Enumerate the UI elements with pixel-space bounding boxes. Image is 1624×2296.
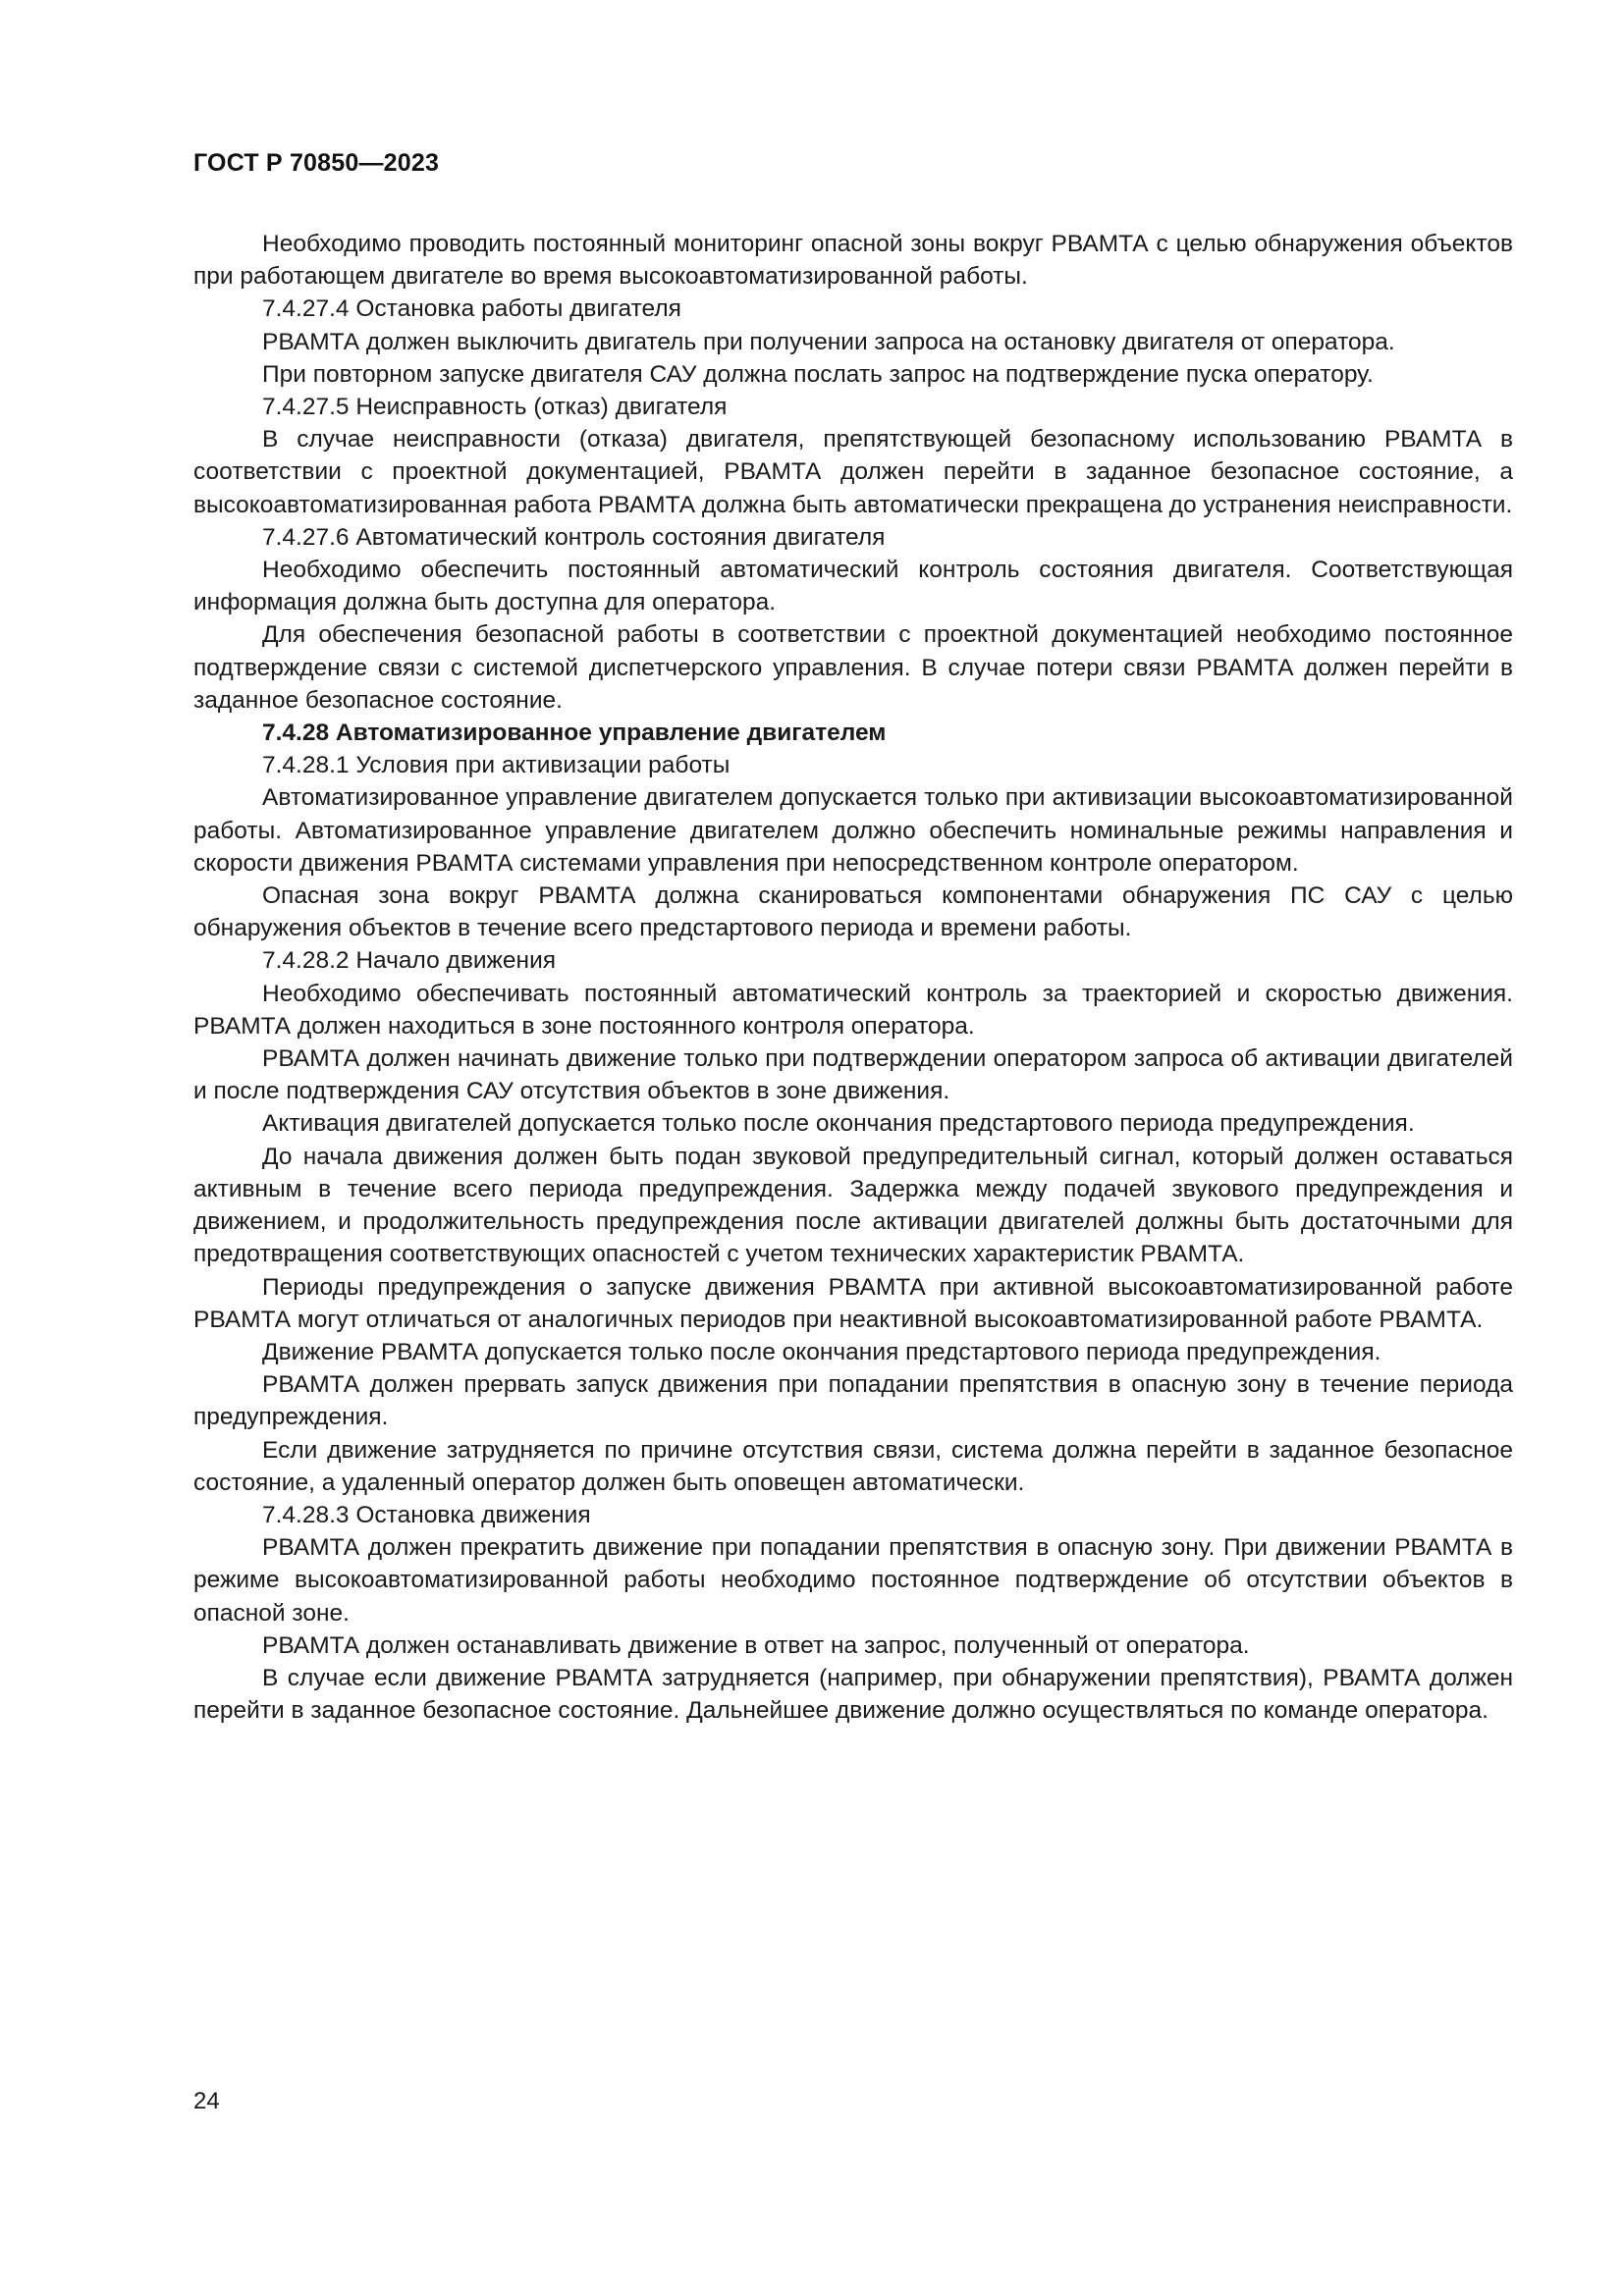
paragraph: РВАМТА должен прервать запуск движения при попадании препятствия в опасную зону в течение периода предупреждения.: [193, 1371, 1513, 1431]
paragraph: Необходимо обеспечить постоянный автоматический контроль состояния двигателя. Соответствующая информация должна быть доступна для оператора.: [193, 557, 1513, 616]
paragraph: Периоды предупреждения о запуске движения РВАМТА при активной высокоавтоматизированной работе РВАМТА могут отличаться от аналогичных периодов при неактивной высокоавтоматизированной работе РВАМТА.: [193, 1273, 1513, 1333]
paragraph: Если движение затрудняется по причине отсутствия связи, система должна перейти в заданное безопасное состояние, а удаленный оператор должен быть оповещен автоматически.: [193, 1436, 1513, 1496]
document-body: [193, 228, 1513, 1727]
paragraph: Автоматизированное управление двигателем допускается только при активизации высокоавтоматизированной работы. Автоматизированное управление двигателем должно обеспечить номинальные режимы направления и скорости движения РВАМТА системами управления при непосредственном контроле оператором.: [193, 784, 1513, 877]
paragraph: РВАМТА должен останавливать движение в ответ на запрос, полученный от оператора.: [262, 1631, 1250, 1659]
page-number: 24: [193, 2088, 220, 2114]
paragraph: Движение РВАМТА допускается только после окончания предстартового периода предупреждения.: [262, 1338, 1381, 1365]
paragraph: Для обеспечения безопасной работы в соответствии с проектной документацией необходимо постоянное подтверждение связи с системой диспетчерского управления. В случае потери связи РВАМТА должен перейти в заданное безопасное состояние.: [193, 621, 1513, 714]
section-heading: 7.4.27.4 Остановка работы двигателя: [262, 295, 681, 323]
section-heading: 7.4.28.1 Условия при активизации работы: [262, 752, 731, 779]
paragraph: В случае неисправности (отказа) двигателя, препятствующей безопасному использованию РВАМТА в соответствии с проектной документацией, РВАМТА должен перейти в заданное безопасное состояние, а высокоавтоматизированная работа РВАМТА должна быть автоматически прекращена до устранения неисправности.: [193, 426, 1513, 518]
paragraph: Опасная зона вокруг РВАМТА должна сканироваться компонентами обнаружения ПС САУ с целью обнаружения объектов в течение всего предстартового периода и времени работы.: [193, 882, 1513, 942]
section-heading: 7.4.28.2 Начало движения: [262, 947, 557, 975]
paragraph: Необходимо проводить постоянный мониторинг опасной зоны вокруг РВАМТА с целью обнаружения объектов при работающем двигателе во время высокоавтоматизированной работы.: [193, 231, 1513, 291]
paragraph: РВАМТА должен прекратить движение при попадании препятствия в опасную зону. При движении РВАМТА в режиме высокоавтоматизированной работы необходимо постоянное подтверждение об отсутствии объектов в опасной зоне.: [193, 1534, 1513, 1627]
paragraph: РВАМТА должен начинать движение только при подтверждении оператором запроса об активации двигателей и после подтверждения САУ отсутствия объектов в зоне движения.: [193, 1045, 1513, 1105]
section-heading: 7.4.27.6 Автоматический контроль состояния двигателя: [262, 523, 886, 551]
paragraph: РВАМТА должен выключить двигатель при получении запроса на остановку двигателя от оператора.: [262, 328, 1395, 355]
paragraph: Активация двигателей допускается только после окончания предстартового периода предупреждения.: [262, 1110, 1415, 1138]
paragraph: При повторном запуске двигателя САУ должна послать запрос на подтверждение пуска оператору.: [262, 360, 1374, 388]
section-heading-bold: 7.4.28 Автоматизированное управление двигателем: [262, 720, 887, 747]
document-code-header: ГОСТ Р 70850—2023: [193, 149, 440, 177]
paragraph: В случае если движение РВАМТА затрудняется (например, при обнаружении препятствия), РВАМТА должен перейти в заданное безопасное состояние. Дальнейшее движение должно осуществляться по команде оператора.: [193, 1664, 1513, 1725]
section-heading: 7.4.28.3 Остановка движения: [262, 1501, 591, 1528]
paragraph: Необходимо обеспечивать постоянный автоматический контроль за траекторией и скоростью движения. РВАМТА должен находиться в зоне постоянного контроля оператора.: [193, 980, 1513, 1040]
paragraph: До начала движения должен быть подан звуковой предупредительный сигнал, который должен оставаться активным в течение всего периода предупреждения. Задержка между подачей звукового предупреждения и движением, и продолжительность предупреждения после активации двигателей должны быть достаточными для предотвращения соответствующих опасностей с учетом технических характеристик РВАМТА.: [193, 1143, 1513, 1268]
section-heading: 7.4.27.5 Неисправность (отказ) двигателя: [262, 394, 728, 421]
